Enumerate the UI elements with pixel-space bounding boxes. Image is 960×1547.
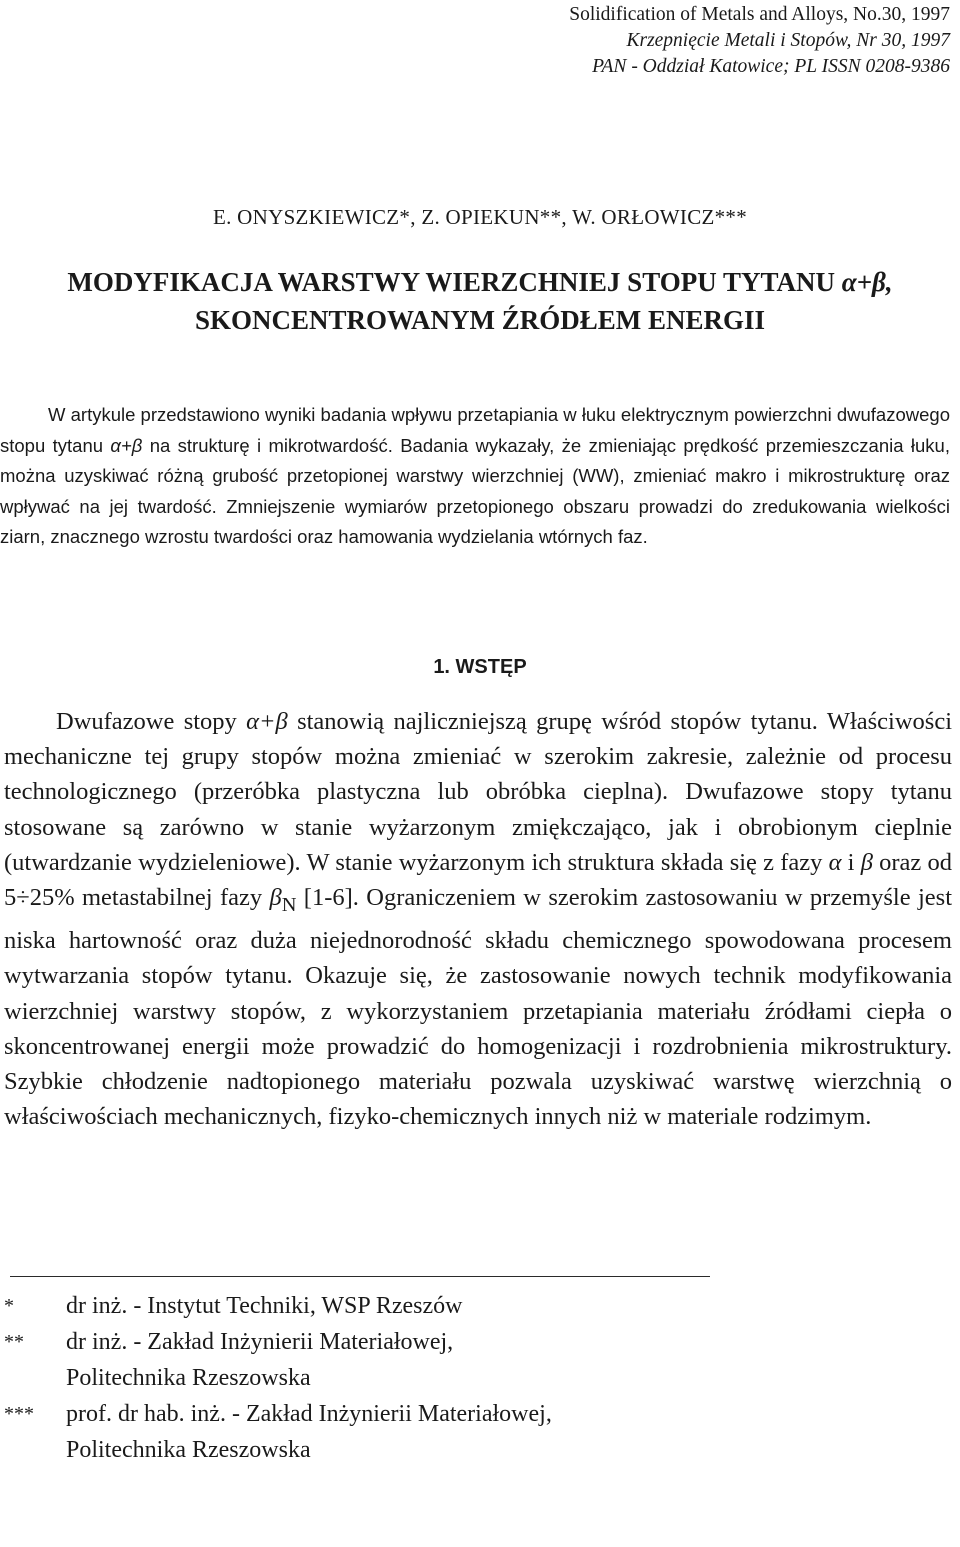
abstract-greek-alpha-beta: α+β xyxy=(110,434,143,456)
footnote-1 xyxy=(0,1288,900,1324)
introduction-paragraph xyxy=(4,704,952,1134)
intro-text-1: Dwufazowe stopy xyxy=(56,708,247,735)
footnote-2 xyxy=(0,1324,900,1396)
abstract-text-1: W artykule przedstawiono wyniki badania wpływu przetapiania w łuku elektrycznym powierzchni dwufazowego stopu tytanu xyxy=(0,404,950,456)
title-greek-symbols: α+β, xyxy=(841,267,893,297)
journal-header xyxy=(569,2,950,80)
intro-greek-alpha-beta: α+β xyxy=(246,708,288,735)
footnote-3 xyxy=(0,1396,900,1468)
abstract-paragraph xyxy=(0,400,950,553)
journal-publisher: PAN - Oddział Katowice; PL ISSN 0208-9386 xyxy=(592,56,950,77)
intro-text-4: oraz od 5÷25% metastabilnej fazy xyxy=(4,848,952,912)
journal-name-polish: Krzepnięcie Metali i Stopów, Nr 30, 1997 xyxy=(626,30,950,51)
footnote-mark: * xyxy=(4,1295,14,1317)
footnote-line: prof. dr hab. inż. - Zakład Inżynierii Materiałowej, xyxy=(66,1401,552,1427)
intro-subscript-n: N xyxy=(281,893,297,916)
journal-name-english: Solidification of Metals and Alloys, No.30, 1997 xyxy=(569,4,950,25)
footnote-line: dr inż. - Zakład Inżynierii Materiałowej, xyxy=(66,1329,454,1355)
intro-greek-beta: β xyxy=(860,848,873,876)
intro-text-3: i xyxy=(841,848,861,876)
footnote-text xyxy=(66,1396,900,1468)
footnote-mark: ** xyxy=(4,1331,24,1353)
intro-greek-alpha: α xyxy=(828,848,842,876)
footnote-line: Politechnika Rzeszowska xyxy=(66,1437,311,1463)
footnote-text xyxy=(66,1324,900,1396)
paper-title xyxy=(0,263,960,339)
intro-text-5: [1-6]. Ograniczeniem w szerokim zastosowaniu w przemyśle jest niska hartowność oraz duża niejednorodność składu chemicznego spowodowana procesem wytwarzania stopów tytanu. Okazuje się, że zastosowanie nowych technik modyfikowania wierzchniej warstwy stopów, z wykorzystaniem przetapiania materiału źródłami ciepła o skoncentrowanej energii może prowadzić do homogenizacji i rozdrobnienia mikrostruktury. Szybkie chłodzenie nadtopionego materiału pozwala uzyskiwać warstwę wierzchnią o właściwościach mechanicznych, fizyko-chemicznych innych niż w materiale rodzimym. xyxy=(4,884,952,1131)
section-heading-introduction: 1. WSTĘP xyxy=(433,656,527,678)
intro-text-2: stanowią najliczniejszą grupę wśród stopów tytanu. Właściwości mechaniczne tej grupy stopów można zmieniać w szerokim zakresie, zależnie od procesu technologicznego (przeróbka plastyczna lub obróbka cieplna). Dwufazowe stopy tytanu stosowane są zarówno w stanie wyżarzonym zmiękczająco, jak i obrobionym cieplnie (utwardzanie wydzieleniowe). W stanie wyżarzonym ich struktura składa się z fazy xyxy=(4,708,953,876)
abstract-text-2: na strukturę i mikrotwardość. Badania wykazały, że zmieniając prędkość przemieszczania łuku, można uzyskiwać różną grubość przetopionej warstwy wierzchniej (WW), zmieniać makro i mikrostrukturę oraz wpływać na jej twardość. Zmniejszenie wymiarów przetopionego obszaru prowadzi do zredukowania wielkości ziarn, znacznego wzrostu twardości oraz hamowania wydzielania wtórnych faz. xyxy=(0,434,950,547)
title-text: MODYFIKACJA WARSTWY WIERZCHNIEJ STOPU TYTANU xyxy=(67,267,835,297)
footnote-line: dr inż. - Instytut Techniki, WSP Rzeszów xyxy=(66,1293,463,1319)
intro-greek-beta-n: β xyxy=(269,884,282,912)
footnote-line: Politechnika Rzeszowska xyxy=(66,1365,311,1391)
paper-authors: E. ONYSZKIEWICZ*, Z. OPIEKUN**, W. ORŁOWICZ*** xyxy=(212,205,748,229)
footnote-divider xyxy=(10,1276,710,1277)
paper-title-line-2: SKONCENTROWANYM ŹRÓDŁEM ENERGII xyxy=(194,305,766,335)
footnotes xyxy=(0,1288,900,1468)
paper-title-line-1 xyxy=(0,263,960,301)
footnote-text xyxy=(66,1288,900,1324)
footnote-mark: *** xyxy=(4,1403,34,1425)
